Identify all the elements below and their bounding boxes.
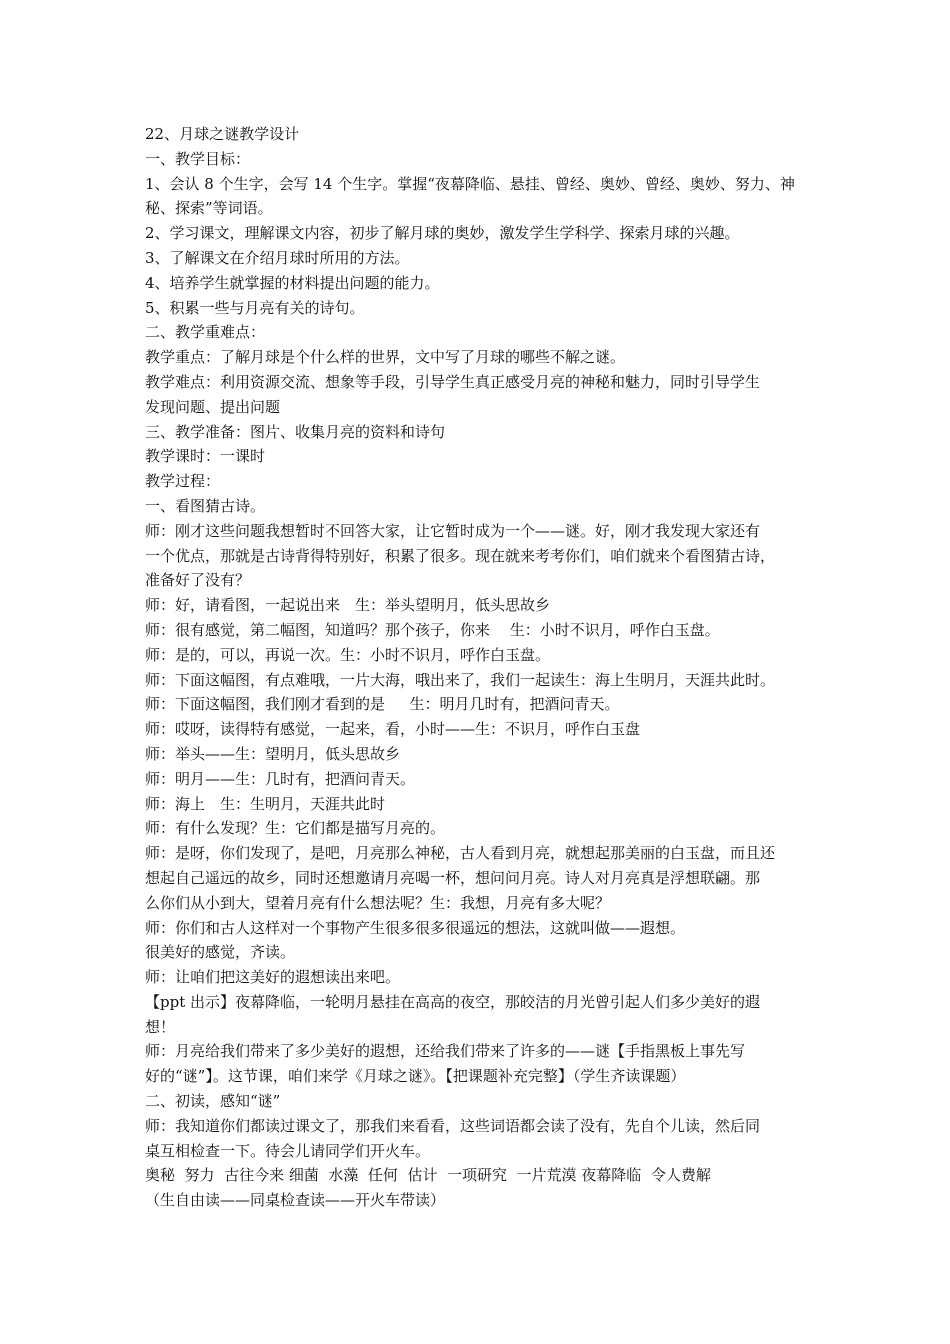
ppt-note-line: 想！ (145, 1017, 176, 1036)
paragraph-line: 教学课时：一课时 (145, 447, 266, 466)
document-title: 22、月球之谜教学设计 (145, 125, 300, 143)
dialogue-line: 好的“谜”】。这节课，咱们来学《月球之谜》。【把课题补充完整】（学生齐读课题） (145, 1067, 686, 1086)
paragraph-line: 5、积累一些与月亮有关的诗句。 (145, 298, 365, 317)
dialogue-line: 师：好，请看图，一起说出来 生：举头望明月，低头思故乡 (145, 596, 551, 615)
dialogue-line: 师：下面这幅图，有点难哦，一片大海，哦出来了，我们一起读生：海上生明月，天涯共此时。 (145, 670, 776, 689)
paragraph-line: 师：刚才这些问题我想暂时不回答大家，让它暂时成为一个——谜。好，刚才我发现大家还有 (145, 521, 761, 540)
vocabulary-list: 奥秘 努力 古往今来 细菌 水藻 任何 估计 一项研究 一片荒漠 夜幕降临 令人费解 (145, 1166, 711, 1185)
subsection-heading: 二、初读，感知“谜” (145, 1092, 281, 1111)
paragraph-line: 3、了解课文在介绍月球时所用的方法。 (145, 248, 410, 267)
dialogue-line: 师：让咱们把这美好的遐想读出来吧。 (145, 968, 401, 987)
dialogue-line: 师：明月——生：几时有，把酒问青天。 (145, 769, 416, 788)
subsection-heading: 一、看图猜古诗。 (145, 496, 266, 515)
paragraph-line: 4、培养学生就掌握的材料提出问题的能力。 (145, 273, 440, 292)
paragraph-line: 教学难点：利用资源交流、想象等手段，引导学生真正感受月亮的神秘和魅力，同时引导学生 (145, 372, 761, 391)
section-heading-process: 教学过程： (145, 472, 221, 491)
dialogue-line: 桌互相检查一下。待会儿请同学们开火车。 (145, 1141, 431, 1160)
section-heading-key-points: 二、教学重难点： (145, 323, 266, 342)
dialogue-line: 师：你们和古人这样对一个事物产生很多很多很遥远的想法，这就叫做——遐想。 (145, 918, 686, 937)
dialogue-line: 师：是呀，你们发现了，是吧，月亮那么神秘，古人看到月亮，就想起那美丽的白玉盘，而且还 (145, 844, 776, 863)
paragraph-line: 一个优点，那就是古诗背得特别好，积累了很多。现在就来考考你们，咱们就来个看图猜古诗， (145, 546, 776, 565)
dialogue-line: 师：哎呀，读得特有感觉，一起来，看，小时——生：不识月，呼作白玉盘 (145, 720, 641, 739)
dialogue-line: 师：月亮给我们带来了多少美好的遐想，还给我们带来了许多的——谜【手指黑板上事先写 (145, 1042, 746, 1061)
dialogue-line: 么你们从小到大，望着月亮有什么想法呢？生：我想，月亮有多大呢？ (145, 893, 611, 912)
paragraph-line: 发现问题、提出问题 (145, 397, 281, 416)
section-heading-preparation: 三、教学准备：图片、收集月亮的资料和诗句 (145, 422, 446, 441)
dialogue-line: 师：我知道你们都读过课文了，那我们来看看，这些词语都会读了没有，先自个儿读，然后同 (145, 1116, 761, 1135)
paragraph-line: 教学重点：了解月球是个什么样的世界，文中写了月球的哪些不解之谜。 (145, 348, 626, 367)
ppt-note-line: 【ppt 出示】夜幕降临，一轮明月悬挂在高高的夜空，那皎洁的月光曾引起人们多少美好的遐 (145, 992, 761, 1011)
paragraph-line: 2、学习课文，理解课文内容，初步了解月球的奥妙，激发学生学科学、探索月球的兴趣。 (145, 224, 740, 243)
paragraph-line: 1、会认 8 个生字，会写 14 个生字。掌握“夜幕降临、悬挂、曾经、奥妙、曾经、奥妙、努力、神 (145, 174, 795, 193)
dialogue-line: 想起自己遥远的故乡，同时还想邀请月亮喝一杯，想问问月亮。诗人对月亮真是浮想联翩。那 (145, 868, 761, 887)
dialogue-line: 师：下面这幅图，我们刚才看到的是 生：明月几时有，把酒问青天。 (145, 695, 620, 714)
reading-instruction: （生自由读——同桌检查读——开火车带读） (145, 1191, 446, 1210)
dialogue-line: 师：海上 生：生明月，天涯共此时 (145, 794, 386, 813)
section-heading-objectives: 一、教学目标： (145, 149, 251, 168)
dialogue-line: 师：举头——生：望明月，低头思故乡 (145, 744, 401, 763)
paragraph-line: 秘、探索”等词语。 (145, 199, 273, 218)
dialogue-line: 师：有什么发现？生：它们都是描写月亮的。 (145, 819, 446, 838)
document-body (145, 122, 813, 1213)
dialogue-line: 师：很有感觉，第二幅图，知道吗？那个孩子，你来 生：小时不识月，呼作白玉盘。 (145, 620, 720, 639)
paragraph-line: 准备好了没有？ (145, 571, 251, 590)
dialogue-line: 很美好的感觉，齐读。 (145, 943, 296, 962)
dialogue-line: 师：是的，可以，再说一次。生：小时不识月，呼作白玉盘。 (145, 645, 551, 664)
